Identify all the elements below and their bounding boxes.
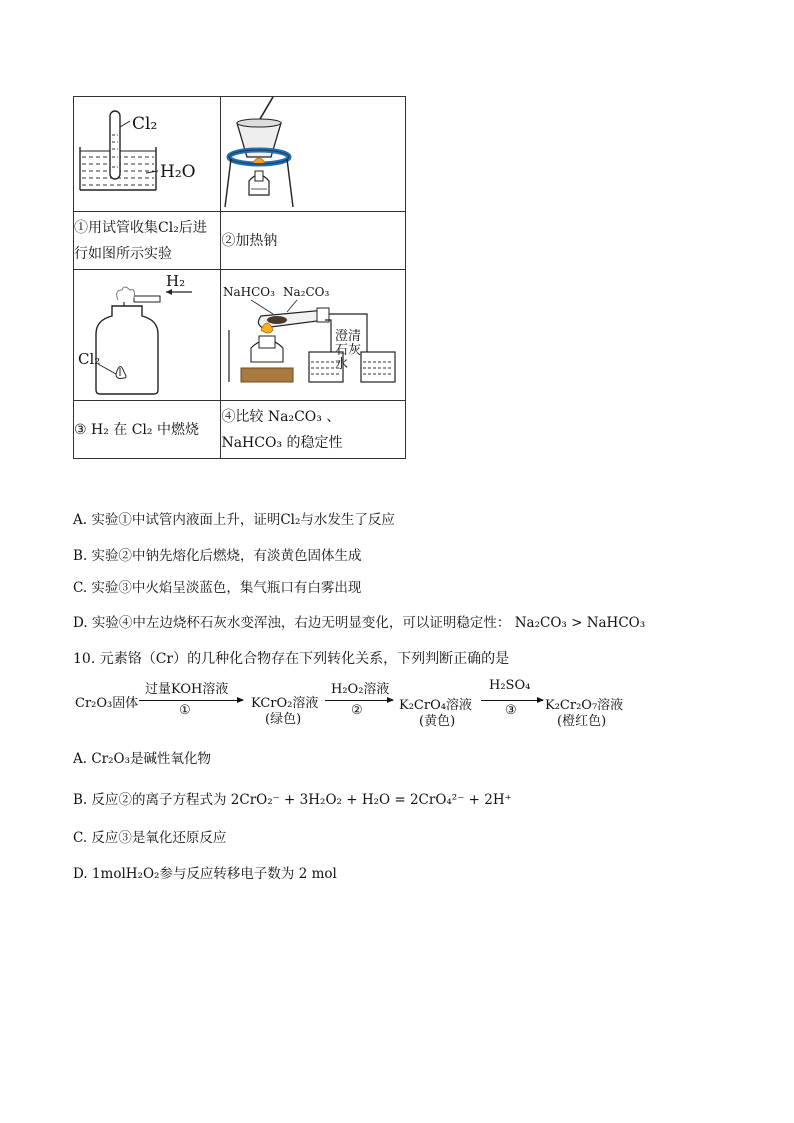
q10-option-b[interactable]: B. 反应②的离子方程式为 2CrO₂⁻ + 3H₂O₂ + H₂O = 2CrO₄²⁻ + 2H⁺: [73, 792, 512, 808]
caption-3: ③ H₂ 在 Cl₂ 中燃烧: [74, 401, 221, 459]
figure-cell-1: [74, 97, 221, 212]
q9-option-a[interactable]: A. 实验①中试管内液面上升，证明Cl₂与水发生了反应: [73, 512, 395, 528]
figure-cell-2: [221, 97, 406, 212]
na2co3-label: Na₂CO₃: [283, 285, 330, 299]
caption-4: ④比较 Na₂CO₃ 、 NaHCO₃ 的稳定性: [221, 401, 406, 459]
chain-kcro2: KCrO₂溶液: [251, 696, 319, 711]
h2-burning-in-cl2-figure: [74, 270, 220, 400]
limewater-label-3: 水: [335, 357, 349, 372]
chain-kcro2-color: (绿色): [265, 712, 302, 727]
chain-k2cro4-color: (黄色): [419, 714, 456, 729]
chain-arrow-3: [481, 700, 543, 701]
chain-k2cr2o7-color: (橙红色): [557, 714, 607, 729]
chain-cr2o3: Cr₂O₃固体: [75, 696, 139, 711]
chain-arrow3-reagent: H₂SO₄: [489, 678, 531, 693]
chain-k2cro4: K₂CrO₄溶液: [399, 698, 472, 713]
q9-option-d[interactable]: D. 实验④中左边烧杯石灰水变浑浊，右边无明显变化，可以证明稳定性： Na₂CO₃ > NaHCO₃: [73, 615, 646, 631]
limewater-label-1: 澄清: [335, 329, 362, 344]
q9-option-c[interactable]: C. 实验③中火焰呈淡蓝色，集气瓶口有白雾出现: [73, 580, 362, 596]
figure-cell-3: [74, 270, 221, 401]
nahco3-label: NaHCO₃: [223, 285, 276, 299]
h2-label: H₂: [166, 272, 186, 290]
chain-arrow3-step: ③: [505, 703, 517, 718]
chain-arrow1-reagent: 过量KOH溶液: [145, 682, 229, 697]
experiment-table: [73, 96, 406, 459]
cl2-label: Cl₂: [132, 114, 158, 134]
h2o-label: H₂O: [160, 162, 196, 182]
q10-stem: 10. 元素铬（Cr）的几种化合物存在下列转化关系，下列判断正确的是: [73, 651, 510, 667]
cl2-bottle-label: Cl₂: [78, 350, 101, 368]
cl2-water-trough-figure: [74, 97, 220, 211]
chain-k2cr2o7: K₂Cr₂O₇溶液: [545, 698, 624, 713]
chain-arrow1-step: ①: [179, 703, 191, 718]
caption-1: ①用试管收集Cl₂后进行如图所示实验: [74, 212, 221, 270]
q10-option-d[interactable]: D. 1molH₂O₂参与反应转移电子数为 2 mol: [73, 866, 337, 882]
q10-option-c[interactable]: C. 反应③是氧化还原反应: [73, 830, 227, 846]
chromium-conversion-chain: [73, 680, 633, 730]
caption-2: ②加热钠: [221, 212, 406, 270]
q9-option-b[interactable]: B. 实验②中钠先熔化后燃烧，有淡黄色固体生成: [73, 548, 362, 564]
chain-arrow2-step: ②: [351, 703, 363, 718]
figure-cell-4: [221, 270, 406, 401]
limewater-label-2: 石灰: [335, 343, 362, 358]
heating-sodium-figure: [221, 97, 404, 211]
carbonate-stability-figure: [221, 270, 404, 400]
chain-arrow-2: [325, 700, 393, 701]
chain-arrow2-reagent: H₂O₂溶液: [331, 682, 390, 697]
q10-option-a[interactable]: A. Cr₂O₃是碱性氧化物: [73, 751, 212, 767]
chain-arrow-1: [139, 700, 243, 701]
